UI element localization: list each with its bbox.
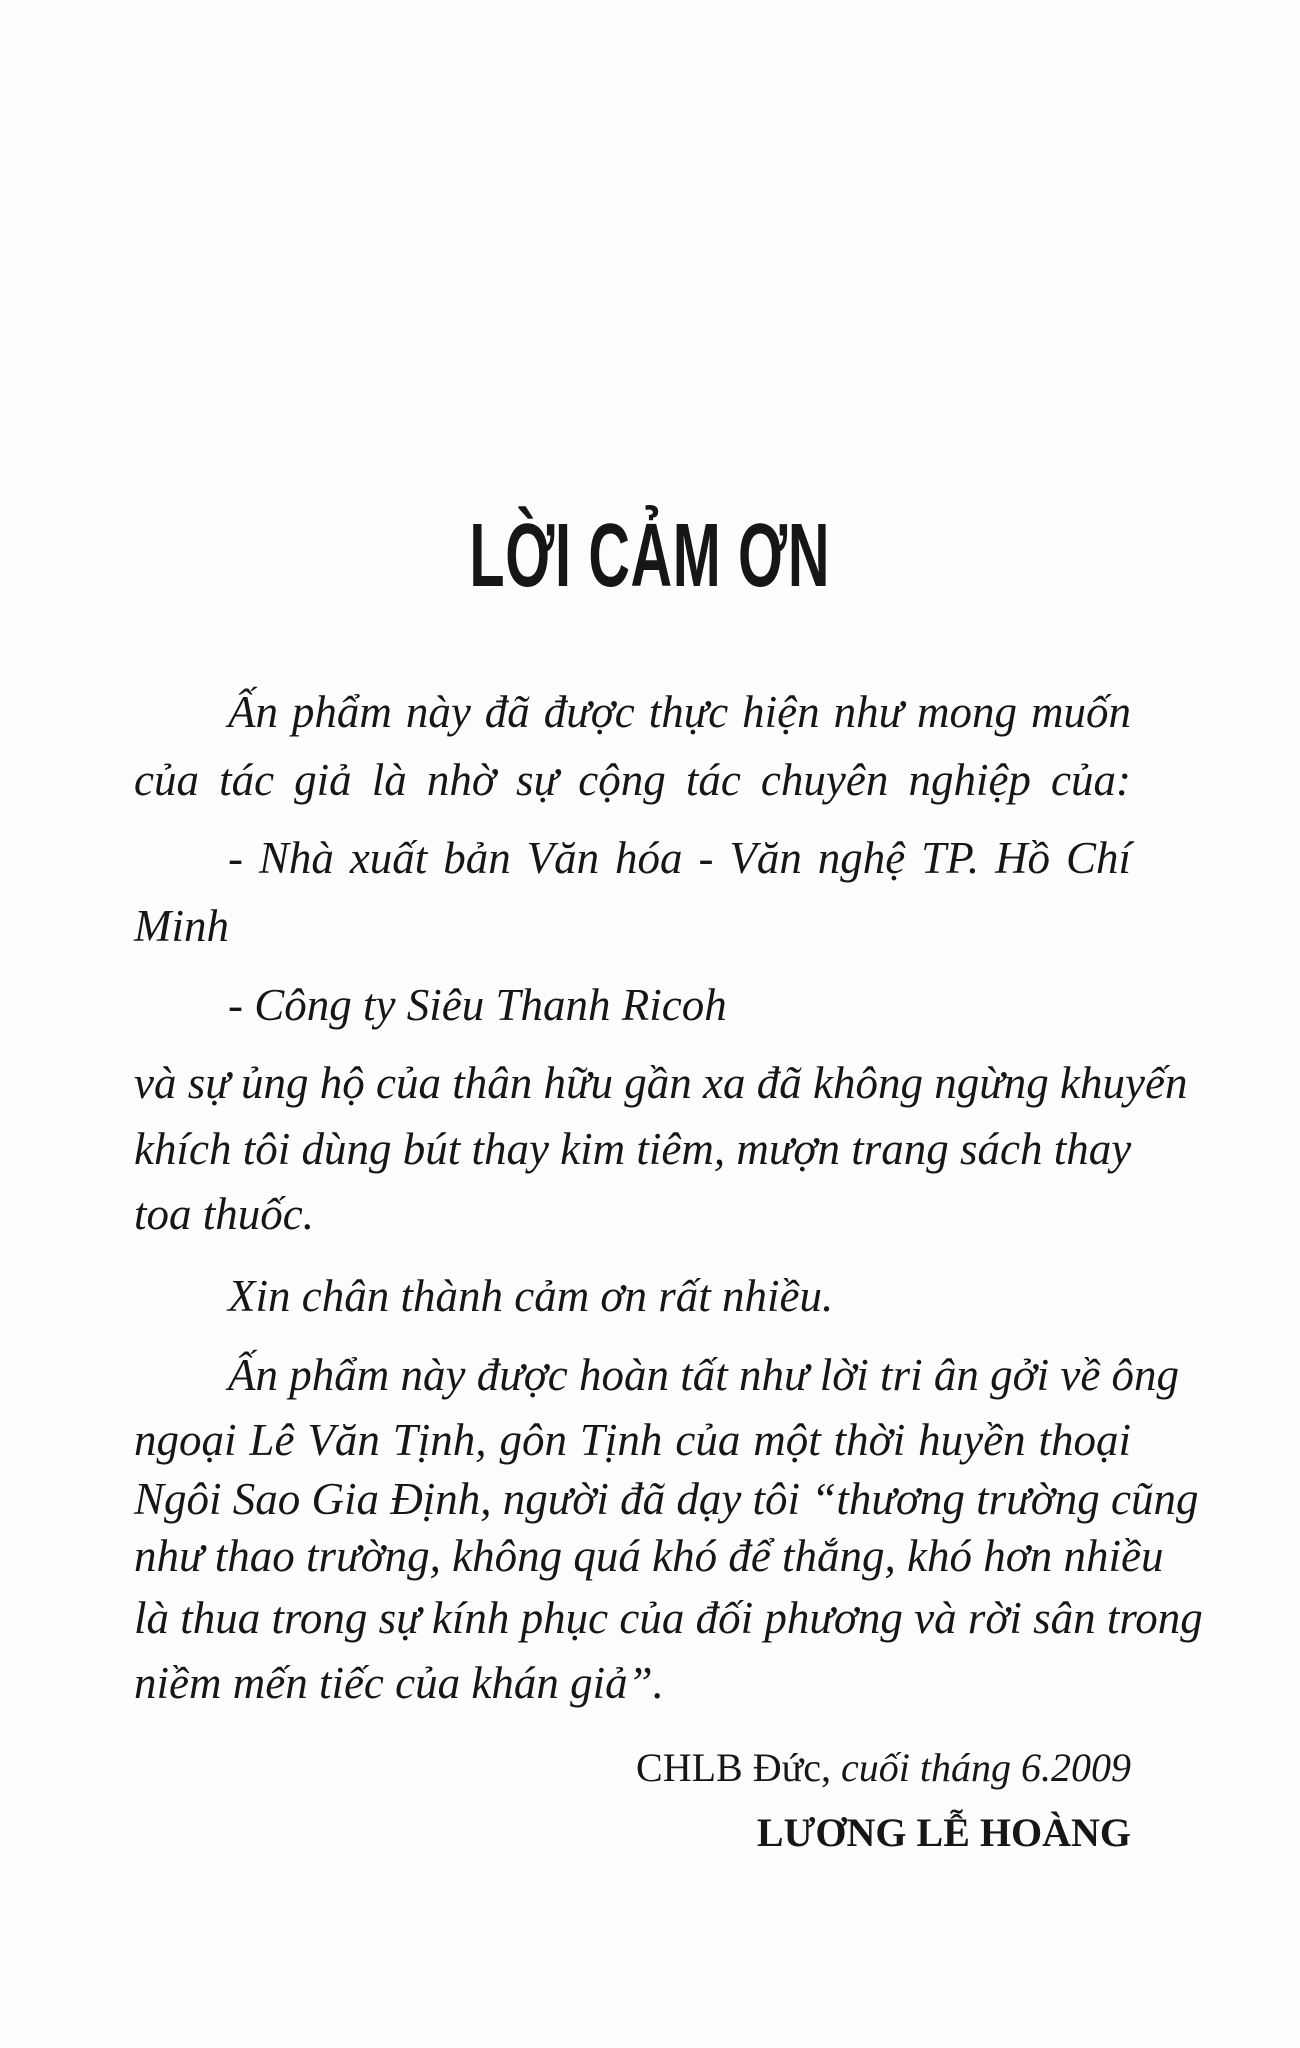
paragraph-line: và sự ủng hộ của thân hữu gần xa đã không ngừng khuyến	[134, 1058, 1188, 1108]
paragraph-line: Xin chân thành cảm ơn rất nhiều.	[228, 1271, 834, 1321]
paragraph-line: khích tôi dùng bút thay kim tiêm, mượn trang sách thay	[134, 1124, 1132, 1174]
page-title	[0, 505, 1300, 608]
paragraph-line: ngoại Lê Văn Tịnh, gôn Tịnh của một thời huyền thoại	[134, 1415, 1131, 1465]
paragraph-line: Ngôi Sao Gia Định, người đã dạy tôi “thương trường cũng	[134, 1474, 1199, 1524]
paragraph-line: là thua trong sự kính phục của đối phương và rời sân trong	[134, 1593, 1203, 1643]
paragraph-line: như thao trường, không quá khó để thắng, khó hơn nhiều	[134, 1531, 1164, 1581]
list-item-line: - Công ty Siêu Thanh Ricoh	[228, 980, 727, 1030]
signature-date: cuối tháng 6.2009	[841, 1745, 1131, 1790]
list-item-line: Minh	[134, 901, 229, 951]
paragraph-line: Ấn phẩm này được hoàn tất như lời tri ân gởi về ông	[228, 1350, 1180, 1400]
signature-place: CHLB Đức,	[636, 1745, 832, 1790]
signature-place-date	[636, 1740, 1131, 1796]
paragraph-line: Ấn phẩm này đã được thực hiện như mong muốn	[228, 687, 1131, 737]
paragraph-line: toa thuốc.	[134, 1189, 314, 1239]
signature-author: LƯƠNG LỄ HOÀNG	[756, 1810, 1131, 1855]
paragraph-line: của tác giả là nhờ sự cộng tác chuyên nghiệp của:	[134, 755, 1131, 805]
paragraph-line: niềm mến tiếc của khán giả”.	[134, 1658, 664, 1708]
list-item-line: - Nhà xuất bản Văn hóa - Văn nghệ TP. Hồ Chí	[228, 833, 1131, 883]
title-text: LỜI CẢM ƠN	[469, 506, 831, 606]
